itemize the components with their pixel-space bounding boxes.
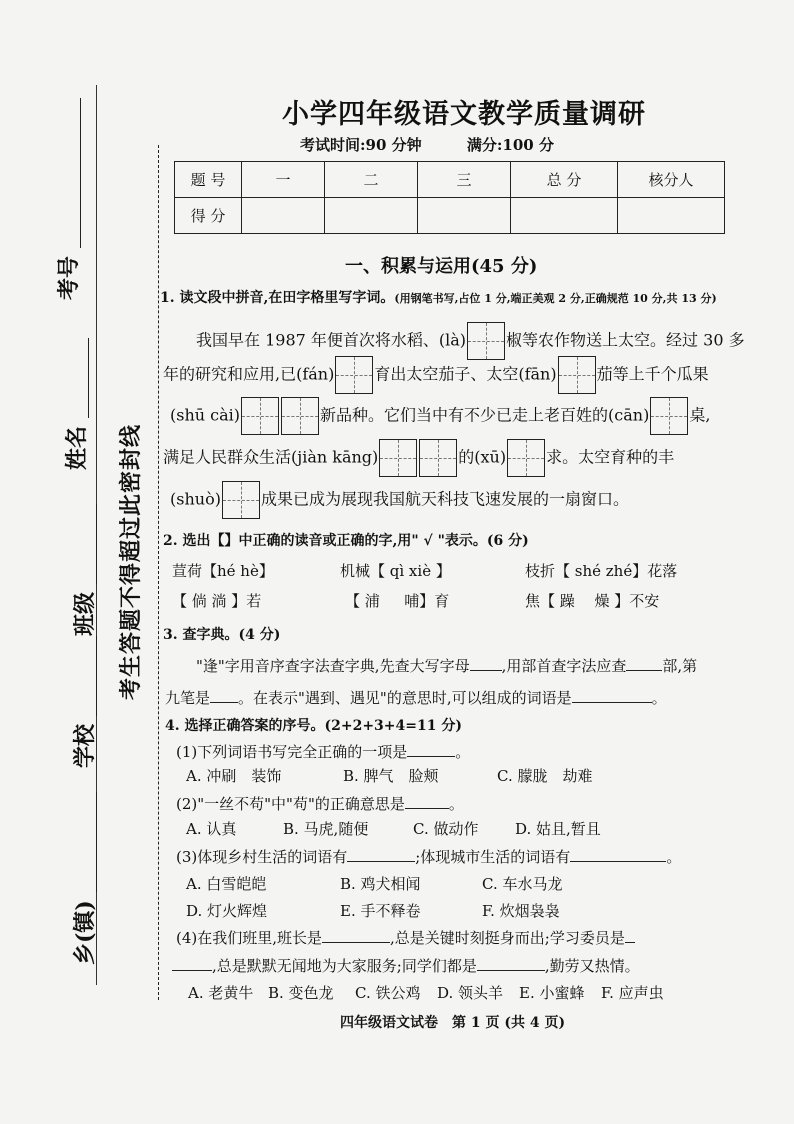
q1-line-1 [196, 322, 745, 360]
score-head-cell: 核分人 [618, 162, 725, 198]
q4-period: 。 [666, 848, 682, 866]
score-table-score-row [175, 198, 725, 234]
q4-period: 。 [455, 743, 471, 761]
answer-blank[interactable] [347, 845, 415, 862]
q4-text: ;体现城市生活的词语有 [415, 848, 571, 866]
q4-text: ,总是关键时刻挺身而出;学习委员是 [390, 929, 625, 947]
q3-line-1 [196, 654, 697, 676]
tian-grid-box[interactable] [379, 439, 417, 477]
score-cell[interactable] [511, 198, 618, 234]
q4-s4-option[interactable]: B. 变色龙 [268, 984, 334, 1002]
school-label: 学校 [72, 723, 98, 768]
q4-s4-option[interactable]: E. 小蜜蜂 [519, 984, 585, 1002]
q4-period: 。 [448, 795, 464, 813]
q4-s1-option[interactable]: B. 脾气 脸颊 [343, 767, 439, 785]
q4-sub-1 [176, 740, 470, 762]
q3-text: 九笔是 [165, 689, 211, 707]
q2-item[interactable]: 【 倘 淌 】若 [172, 592, 262, 610]
tian-grid-box[interactable] [241, 397, 279, 435]
answer-blank[interactable] [626, 654, 662, 671]
q4-s1-option[interactable]: A. 冲刷 装饰 [186, 767, 282, 785]
q4-s4-option[interactable]: F. 应声虫 [601, 984, 664, 1002]
q2-item[interactable]: 机械【 qì xiè 】 [340, 562, 451, 580]
q4-s3-option[interactable]: E. 手不释卷 [340, 902, 421, 920]
q4-s4-option[interactable]: C. 铁公鸡 [355, 984, 421, 1002]
town-blank[interactable] [76, 793, 97, 893]
score-cell[interactable] [325, 198, 418, 234]
q3-text: 部,第 [662, 657, 698, 675]
score-cell[interactable] [418, 198, 511, 234]
score-head-cell: 题 号 [175, 162, 242, 198]
q1-line-2 [163, 356, 709, 394]
question-4-title: 4. 选择正确答案的序号。(2+2+3+4=11 分) [165, 718, 462, 734]
tian-grid-box[interactable] [650, 397, 688, 435]
class-field [68, 504, 99, 636]
q4-s3-option[interactable]: F. 炊烟袅袅 [482, 902, 560, 920]
q1-text: 育出太空茄子、太空(fān) [374, 364, 557, 384]
exam-info [300, 134, 594, 155]
q2-item[interactable]: 枝折【 shé zhé】花落 [525, 562, 678, 580]
q1-text: 的(xū) [458, 447, 507, 467]
answer-blank[interactable] [405, 792, 449, 809]
answer-blank[interactable] [477, 954, 545, 971]
name-label: 姓名 [64, 425, 90, 470]
exam-no-blank[interactable] [60, 98, 81, 248]
score-cell[interactable] [242, 198, 325, 234]
q3-line-2 [165, 686, 667, 708]
answer-blank[interactable] [322, 926, 390, 943]
q4-text: (1)下列词语书写完全正确的一项是 [176, 743, 408, 761]
score-head-cell: 二 [325, 162, 418, 198]
answer-blank[interactable] [470, 654, 502, 671]
name-field [60, 338, 91, 470]
q4-s1-option[interactable]: C. 朦胧 劫难 [497, 767, 593, 785]
q4-text: ,勤劳又热情。 [544, 957, 640, 975]
q2-item[interactable]: 【 浦 哺】育 [345, 592, 450, 610]
exam-no-label: 考号 [56, 255, 82, 300]
q4-s4-option[interactable]: A. 老黄牛 [188, 984, 254, 1002]
q4-sub-4-line-2 [172, 954, 640, 976]
q1-line-4 [163, 439, 674, 477]
tian-grid-box[interactable] [335, 356, 373, 394]
school-blank[interactable] [76, 636, 97, 716]
q2-item[interactable]: 荁荷【hé hè】 [172, 562, 274, 580]
score-table-header-row [175, 162, 725, 198]
q4-text: ,总是默默无闻地为大家服务;同学们都是 [212, 957, 477, 975]
score-row-label: 得 分 [175, 198, 242, 234]
page-footer: 四年级语文试卷 第 1 页 (共 4 页) [340, 1015, 566, 1031]
seal-warning: 考生答题不得超过此密封线 [118, 423, 144, 700]
q4-text: (2)"一丝不苟"中"苟"的正确意思是 [176, 795, 405, 813]
q1-text: 新品种。它们当中有不少已走上老百姓的(cān) [320, 405, 650, 425]
q4-s2-option[interactable]: C. 做动作 [413, 820, 479, 838]
q1-text: 我国早在 1987 年便首次将水稻、(là) [196, 330, 467, 350]
exam-no-field [52, 98, 83, 300]
town-label: 乡(镇) [72, 900, 98, 965]
question-2-title: 2. 选出【】中正确的读音或正确的字,用" √ "表示。(6 分) [163, 533, 529, 549]
q1-text: 求。太空育种的丰 [546, 447, 675, 467]
q1-text: 椒等农作物送上太空。经过 30 多 [506, 330, 745, 350]
answer-blank[interactable] [570, 845, 666, 862]
q1-text: 茄等上千个瓜果 [596, 364, 709, 384]
name-blank[interactable] [68, 338, 89, 418]
school-field [68, 636, 99, 768]
q3-text: "逢"字用音序查字法查字典,先查大写字母 [196, 657, 470, 675]
q1-text: 成果已成为展现我国航天科技飞速发展的一扇窗口。 [260, 489, 629, 509]
q4-s2-option[interactable]: A. 认真 [186, 820, 237, 838]
answer-blank[interactable] [407, 740, 455, 757]
q1-title-text: 1. 读文段中拼音,在田字格里写字词。 [160, 290, 395, 306]
seal-line [158, 145, 159, 1000]
answer-blank[interactable] [172, 954, 212, 971]
question-1-title [160, 287, 717, 307]
tian-grid-box[interactable] [419, 439, 457, 477]
class-label: 班级 [72, 591, 98, 636]
q4-sub-2 [176, 792, 464, 814]
score-cell[interactable] [618, 198, 725, 234]
exam-title: 小学四年级语文教学质量调研 [282, 99, 646, 130]
town-field [68, 793, 99, 966]
q2-item[interactable]: 焦【 躁 燥 】不安 [525, 592, 660, 610]
q1-text: (shū cài) [170, 405, 241, 425]
score-head-cell: 三 [418, 162, 511, 198]
q1-text: 年的研究和应用,已(fán) [163, 364, 335, 384]
q1-note: (用钢笔书写,占位 1 分,端正美观 2 分,正确规范 10 分,共 13 分) [394, 292, 717, 305]
q4-s3-option[interactable]: C. 车水马龙 [482, 875, 563, 893]
q4-sub-4-line-1 [176, 926, 635, 948]
tian-grid-box[interactable] [507, 439, 545, 477]
q4-text: (3)体现乡村生活的词语有 [176, 848, 348, 866]
q1-line-5 [170, 481, 629, 519]
tian-grid-box[interactable] [281, 397, 319, 435]
q4-s2-option[interactable]: B. 马虎,随便 [283, 820, 369, 838]
q3-text: 。 [651, 689, 667, 707]
score-head-cell: 一 [242, 162, 325, 198]
class-blank[interactable] [76, 504, 97, 584]
q4-s4-option[interactable]: D. 领头羊 [437, 984, 504, 1002]
q4-sub-3 [176, 845, 681, 867]
exam-time: 考试时间:90 分钟 [300, 136, 422, 154]
tian-grid-box[interactable] [222, 481, 260, 519]
binding-margin [0, 0, 160, 1124]
score-head-cell: 总 分 [511, 162, 618, 198]
tian-grid-box[interactable] [467, 322, 505, 360]
q1-text: (shuò) [170, 489, 221, 509]
answer-blank[interactable] [210, 686, 238, 703]
question-3-title: 3. 查字典。(4 分) [163, 627, 281, 643]
q1-line-3 [170, 397, 710, 435]
answer-blank[interactable] [572, 686, 652, 703]
section-heading: 一、积累与运用(45 分) [345, 256, 538, 277]
answer-blank[interactable] [625, 926, 635, 943]
q3-text: ,用部首查字法应查 [501, 657, 627, 675]
q4-s3-option[interactable]: D. 灯火辉煌 [186, 902, 268, 920]
tian-grid-box[interactable] [558, 356, 596, 394]
q4-s2-option[interactable]: D. 姑且,暂且 [515, 820, 601, 838]
q4-s3-option[interactable]: A. 白雪皑皑 [186, 875, 267, 893]
score-table [174, 161, 725, 234]
q1-text: 满足人民群众生活(jiàn kāng) [163, 447, 379, 467]
q1-text: 桌, [689, 405, 711, 425]
q4-text: (4)在我们班里,班长是 [176, 929, 323, 947]
q3-text: 。在表示"遇到、遇见"的意思时,可以组成的词语是 [238, 689, 572, 707]
full-score: 满分:100 分 [466, 136, 554, 154]
q4-s3-option[interactable]: B. 鸡犬相闻 [340, 875, 421, 893]
